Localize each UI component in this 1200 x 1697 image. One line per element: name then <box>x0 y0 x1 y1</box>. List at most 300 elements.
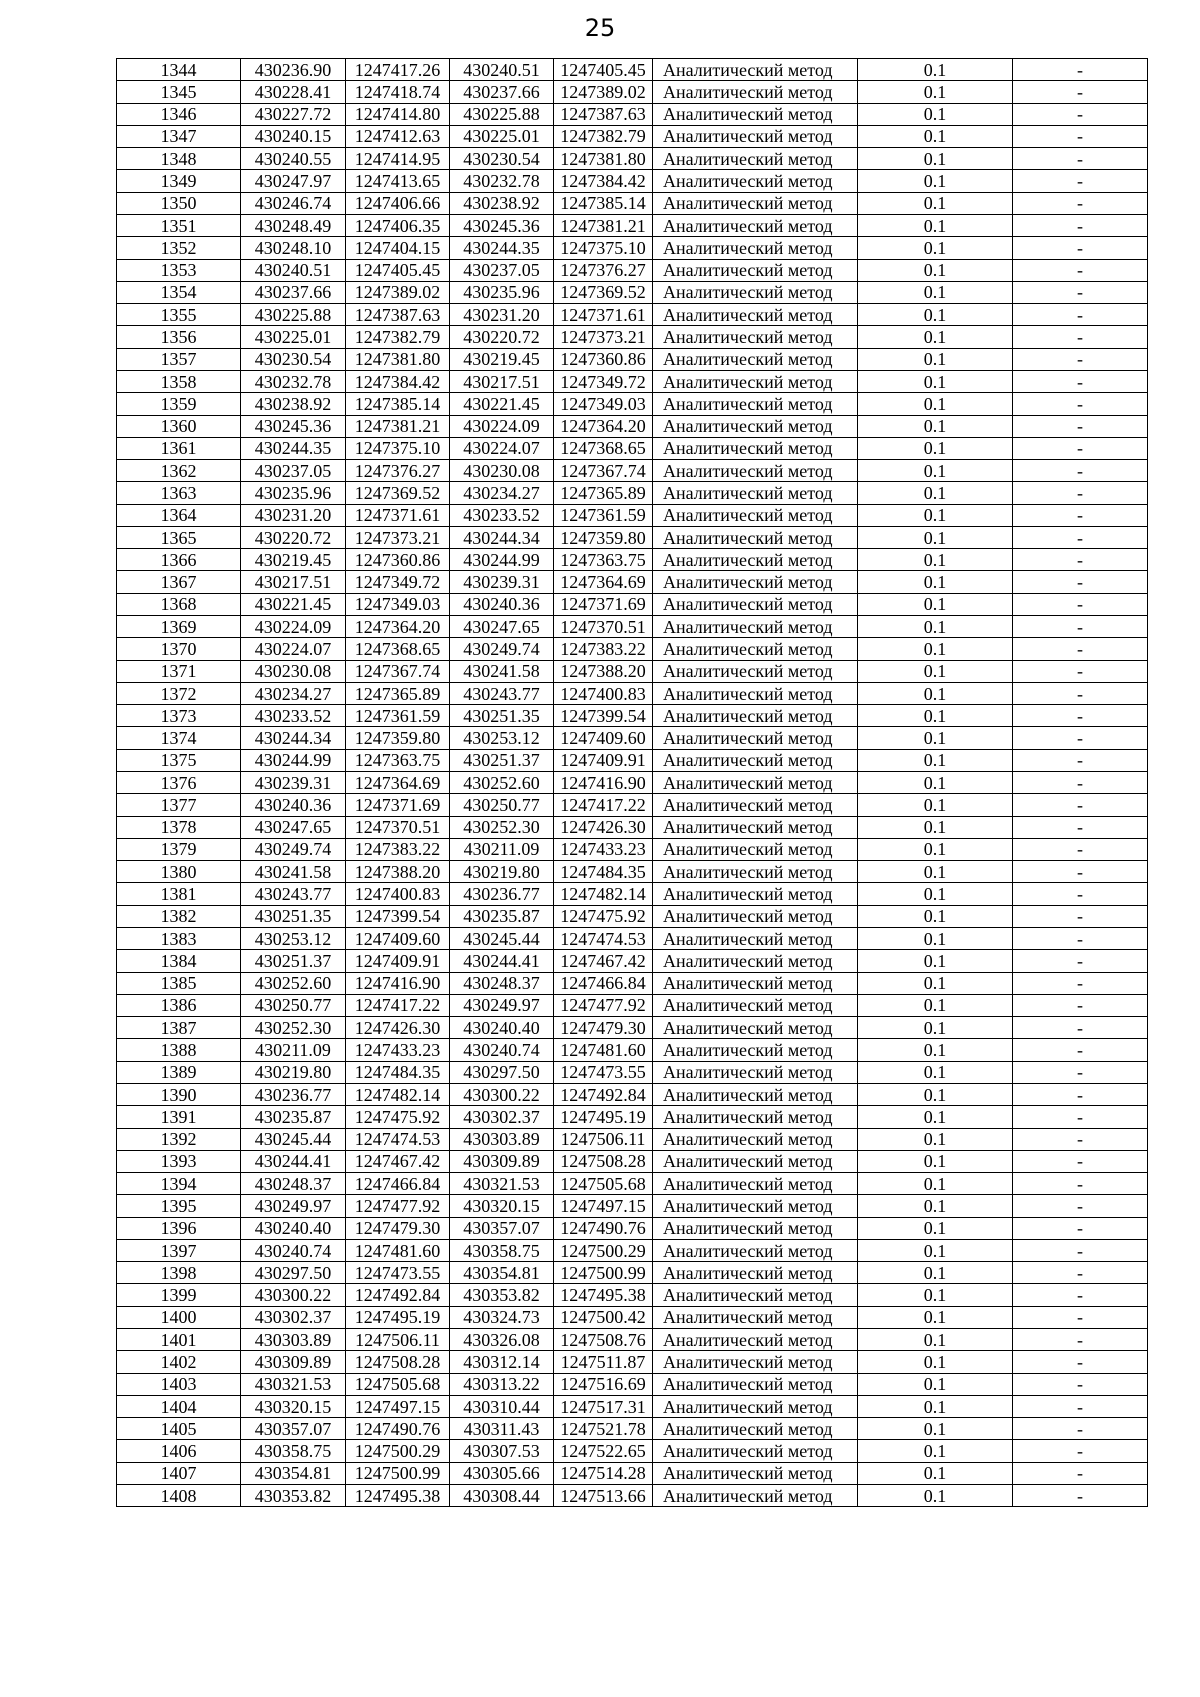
precision-cell: 0.1 <box>858 549 1013 571</box>
table-row <box>117 437 1148 459</box>
table-row <box>117 1195 1148 1217</box>
note-cell: - <box>1013 148 1148 170</box>
x-end-cell: 430237.66 <box>450 81 554 103</box>
point-number-cell: 1392 <box>117 1128 241 1150</box>
x-end-cell: 430312.14 <box>450 1351 554 1373</box>
precision-cell: 0.1 <box>858 1150 1013 1172</box>
x-end-cell: 430307.53 <box>450 1440 554 1462</box>
y-end-cell: 1247399.54 <box>554 705 653 727</box>
precision-cell: 0.1 <box>858 727 1013 749</box>
table-row <box>117 1239 1148 1261</box>
method-cell: Аналитический метод <box>653 504 858 526</box>
table-row <box>117 772 1148 794</box>
note-cell: - <box>1013 549 1148 571</box>
y-start-cell: 1247495.38 <box>346 1485 450 1507</box>
x-end-cell: 430244.35 <box>450 237 554 259</box>
x-end-cell: 430240.51 <box>450 59 554 81</box>
table-row <box>117 1485 1148 1507</box>
precision-cell: 0.1 <box>858 526 1013 548</box>
point-number-cell: 1347 <box>117 125 241 147</box>
method-cell: Аналитический метод <box>653 593 858 615</box>
page-number: 25 <box>584 14 616 42</box>
note-cell: - <box>1013 1195 1148 1217</box>
precision-cell: 0.1 <box>858 1128 1013 1150</box>
note-cell: - <box>1013 616 1148 638</box>
x-start-cell: 430240.74 <box>241 1239 346 1261</box>
x-end-cell: 430234.27 <box>450 482 554 504</box>
point-number-cell: 1393 <box>117 1150 241 1172</box>
y-start-cell: 1247388.20 <box>346 861 450 883</box>
table-row <box>117 1351 1148 1373</box>
note-cell: - <box>1013 348 1148 370</box>
point-number-cell: 1400 <box>117 1306 241 1328</box>
y-end-cell: 1247388.20 <box>554 660 653 682</box>
y-start-cell: 1247381.21 <box>346 415 450 437</box>
precision-cell: 0.1 <box>858 482 1013 504</box>
x-end-cell: 430241.58 <box>450 660 554 682</box>
table-row <box>117 1039 1148 1061</box>
table-row <box>117 616 1148 638</box>
y-end-cell: 1247495.38 <box>554 1284 653 1306</box>
method-cell: Аналитический метод <box>653 304 858 326</box>
table-row <box>117 705 1148 727</box>
table-row <box>117 549 1148 571</box>
y-start-cell: 1247349.03 <box>346 593 450 615</box>
note-cell: - <box>1013 1083 1148 1105</box>
method-cell: Аналитический метод <box>653 616 858 638</box>
x-end-cell: 430243.77 <box>450 682 554 704</box>
point-number-cell: 1362 <box>117 460 241 482</box>
note-cell: - <box>1013 370 1148 392</box>
y-end-cell: 1247481.60 <box>554 1039 653 1061</box>
x-start-cell: 430353.82 <box>241 1485 346 1507</box>
point-number-cell: 1365 <box>117 526 241 548</box>
y-end-cell: 1247500.42 <box>554 1306 653 1328</box>
method-cell: Аналитический метод <box>653 259 858 281</box>
x-start-cell: 430244.35 <box>241 437 346 459</box>
y-end-cell: 1247416.90 <box>554 772 653 794</box>
note-cell: - <box>1013 1061 1148 1083</box>
table-row <box>117 281 1148 303</box>
table-row <box>117 1217 1148 1239</box>
precision-cell: 0.1 <box>858 59 1013 81</box>
point-number-cell: 1405 <box>117 1418 241 1440</box>
note-cell: - <box>1013 994 1148 1016</box>
table-row <box>117 994 1148 1016</box>
x-start-cell: 430245.44 <box>241 1128 346 1150</box>
method-cell: Аналитический метод <box>653 1462 858 1484</box>
y-start-cell: 1247400.83 <box>346 883 450 905</box>
y-start-cell: 1247482.14 <box>346 1083 450 1105</box>
y-end-cell: 1247381.21 <box>554 214 653 236</box>
note-cell: - <box>1013 1306 1148 1328</box>
method-cell: Аналитический метод <box>653 794 858 816</box>
x-end-cell: 430251.35 <box>450 705 554 727</box>
y-end-cell: 1247508.76 <box>554 1329 653 1351</box>
table-row <box>117 838 1148 860</box>
y-end-cell: 1247513.66 <box>554 1485 653 1507</box>
x-end-cell: 430250.77 <box>450 794 554 816</box>
y-start-cell: 1247359.80 <box>346 727 450 749</box>
point-number-cell: 1367 <box>117 571 241 593</box>
table-row <box>117 259 1148 281</box>
x-start-cell: 430250.77 <box>241 994 346 1016</box>
y-end-cell: 1247405.45 <box>554 59 653 81</box>
x-start-cell: 430302.37 <box>241 1306 346 1328</box>
method-cell: Аналитический метод <box>653 1395 858 1417</box>
table-row <box>117 571 1148 593</box>
note-cell: - <box>1013 660 1148 682</box>
x-start-cell: 430233.52 <box>241 705 346 727</box>
x-start-cell: 430227.72 <box>241 103 346 125</box>
precision-cell: 0.1 <box>858 1440 1013 1462</box>
y-end-cell: 1247473.55 <box>554 1061 653 1083</box>
x-end-cell: 430303.89 <box>450 1128 554 1150</box>
method-cell: Аналитический метод <box>653 214 858 236</box>
x-start-cell: 430237.66 <box>241 281 346 303</box>
note-cell: - <box>1013 81 1148 103</box>
x-end-cell: 430300.22 <box>450 1083 554 1105</box>
x-start-cell: 430248.10 <box>241 237 346 259</box>
precision-cell: 0.1 <box>858 861 1013 883</box>
point-number-cell: 1399 <box>117 1284 241 1306</box>
x-end-cell: 430302.37 <box>450 1106 554 1128</box>
y-start-cell: 1247371.69 <box>346 794 450 816</box>
table-row <box>117 950 1148 972</box>
y-start-cell: 1247490.76 <box>346 1418 450 1440</box>
y-start-cell: 1247497.15 <box>346 1395 450 1417</box>
note-cell: - <box>1013 571 1148 593</box>
x-end-cell: 430240.36 <box>450 593 554 615</box>
x-end-cell: 430309.89 <box>450 1150 554 1172</box>
method-cell: Аналитический метод <box>653 972 858 994</box>
method-cell: Аналитический метод <box>653 1106 858 1128</box>
table-row <box>117 393 1148 415</box>
y-start-cell: 1247368.65 <box>346 638 450 660</box>
note-cell: - <box>1013 1262 1148 1284</box>
table-row <box>117 1106 1148 1128</box>
note-cell: - <box>1013 504 1148 526</box>
note-cell: - <box>1013 838 1148 860</box>
table-row <box>117 482 1148 504</box>
table-row <box>117 103 1148 125</box>
x-end-cell: 430245.36 <box>450 214 554 236</box>
y-end-cell: 1247466.84 <box>554 972 653 994</box>
x-end-cell: 430235.96 <box>450 281 554 303</box>
note-cell: - <box>1013 1395 1148 1417</box>
x-end-cell: 430219.80 <box>450 861 554 883</box>
precision-cell: 0.1 <box>858 660 1013 682</box>
x-start-cell: 430228.41 <box>241 81 346 103</box>
x-start-cell: 430247.97 <box>241 170 346 192</box>
y-end-cell: 1247508.28 <box>554 1150 653 1172</box>
method-cell: Аналитический метод <box>653 816 858 838</box>
precision-cell: 0.1 <box>858 1083 1013 1105</box>
point-number-cell: 1401 <box>117 1329 241 1351</box>
x-start-cell: 430251.37 <box>241 950 346 972</box>
x-end-cell: 430308.44 <box>450 1485 554 1507</box>
x-end-cell: 430217.51 <box>450 370 554 392</box>
point-number-cell: 1352 <box>117 237 241 259</box>
note-cell: - <box>1013 772 1148 794</box>
table-row <box>117 148 1148 170</box>
y-start-cell: 1247508.28 <box>346 1351 450 1373</box>
y-end-cell: 1247364.69 <box>554 571 653 593</box>
x-start-cell: 430239.31 <box>241 772 346 794</box>
note-cell: - <box>1013 304 1148 326</box>
x-end-cell: 430224.09 <box>450 415 554 437</box>
note-cell: - <box>1013 1150 1148 1172</box>
point-number-cell: 1380 <box>117 861 241 883</box>
point-number-cell: 1396 <box>117 1217 241 1239</box>
precision-cell: 0.1 <box>858 816 1013 838</box>
y-start-cell: 1247385.14 <box>346 393 450 415</box>
precision-cell: 0.1 <box>858 772 1013 794</box>
x-end-cell: 430236.77 <box>450 883 554 905</box>
y-start-cell: 1247365.89 <box>346 682 450 704</box>
point-number-cell: 1398 <box>117 1262 241 1284</box>
table-row <box>117 59 1148 81</box>
method-cell: Аналитический метод <box>653 1150 858 1172</box>
y-end-cell: 1247385.14 <box>554 192 653 214</box>
precision-cell: 0.1 <box>858 1239 1013 1261</box>
point-number-cell: 1355 <box>117 304 241 326</box>
note-cell: - <box>1013 816 1148 838</box>
precision-cell: 0.1 <box>858 1039 1013 1061</box>
point-number-cell: 1345 <box>117 81 241 103</box>
y-start-cell: 1247381.80 <box>346 348 450 370</box>
table-row <box>117 415 1148 437</box>
table-row <box>117 727 1148 749</box>
x-end-cell: 430239.31 <box>450 571 554 593</box>
point-number-cell: 1373 <box>117 705 241 727</box>
x-start-cell: 430354.81 <box>241 1462 346 1484</box>
y-end-cell: 1247364.20 <box>554 415 653 437</box>
x-start-cell: 430236.90 <box>241 59 346 81</box>
note-cell: - <box>1013 192 1148 214</box>
point-number-cell: 1390 <box>117 1083 241 1105</box>
y-end-cell: 1247363.75 <box>554 549 653 571</box>
method-cell: Аналитический метод <box>653 950 858 972</box>
method-cell: Аналитический метод <box>653 838 858 860</box>
y-start-cell: 1247433.23 <box>346 1039 450 1061</box>
note-cell: - <box>1013 103 1148 125</box>
x-start-cell: 430236.77 <box>241 1083 346 1105</box>
method-cell: Аналитический метод <box>653 749 858 771</box>
table-row <box>117 1284 1148 1306</box>
note-cell: - <box>1013 861 1148 883</box>
y-end-cell: 1247384.42 <box>554 170 653 192</box>
precision-cell: 0.1 <box>858 1262 1013 1284</box>
y-end-cell: 1247522.65 <box>554 1440 653 1462</box>
table-row <box>117 170 1148 192</box>
y-start-cell: 1247389.02 <box>346 281 450 303</box>
y-start-cell: 1247417.22 <box>346 994 450 1016</box>
y-end-cell: 1247506.11 <box>554 1128 653 1150</box>
x-start-cell: 430240.51 <box>241 259 346 281</box>
point-number-cell: 1406 <box>117 1440 241 1462</box>
y-end-cell: 1247375.10 <box>554 237 653 259</box>
point-number-cell: 1383 <box>117 927 241 949</box>
y-end-cell: 1247479.30 <box>554 1017 653 1039</box>
x-start-cell: 430303.89 <box>241 1329 346 1351</box>
method-cell: Аналитический метод <box>653 526 858 548</box>
table-row <box>117 1329 1148 1351</box>
y-end-cell: 1247383.22 <box>554 638 653 660</box>
x-start-cell: 430248.49 <box>241 214 346 236</box>
method-cell: Аналитический метод <box>653 1083 858 1105</box>
table-row <box>117 861 1148 883</box>
table-row <box>117 1395 1148 1417</box>
y-start-cell: 1247364.20 <box>346 616 450 638</box>
x-end-cell: 430313.22 <box>450 1373 554 1395</box>
note-cell: - <box>1013 794 1148 816</box>
point-number-cell: 1381 <box>117 883 241 905</box>
table-row <box>117 1306 1148 1328</box>
note-cell: - <box>1013 1462 1148 1484</box>
y-start-cell: 1247505.68 <box>346 1373 450 1395</box>
x-start-cell: 430211.09 <box>241 1039 346 1061</box>
table-row <box>117 1262 1148 1284</box>
table-row <box>117 460 1148 482</box>
x-start-cell: 430240.36 <box>241 794 346 816</box>
x-start-cell: 430309.89 <box>241 1351 346 1373</box>
point-number-cell: 1344 <box>117 59 241 81</box>
note-cell: - <box>1013 526 1148 548</box>
x-end-cell: 430233.52 <box>450 504 554 526</box>
y-start-cell: 1247475.92 <box>346 1106 450 1128</box>
point-number-cell: 1378 <box>117 816 241 838</box>
method-cell: Аналитический метод <box>653 148 858 170</box>
precision-cell: 0.1 <box>858 1485 1013 1507</box>
precision-cell: 0.1 <box>858 81 1013 103</box>
precision-cell: 0.1 <box>858 638 1013 660</box>
y-start-cell: 1247500.99 <box>346 1462 450 1484</box>
method-cell: Аналитический метод <box>653 638 858 660</box>
note-cell: - <box>1013 883 1148 905</box>
x-end-cell: 430235.87 <box>450 905 554 927</box>
x-start-cell: 430232.78 <box>241 370 346 392</box>
x-start-cell: 430219.80 <box>241 1061 346 1083</box>
table-row <box>117 682 1148 704</box>
method-cell: Аналитический метод <box>653 861 858 883</box>
y-start-cell: 1247467.42 <box>346 1150 450 1172</box>
method-cell: Аналитический метод <box>653 772 858 794</box>
note-cell: - <box>1013 1128 1148 1150</box>
point-number-cell: 1368 <box>117 593 241 615</box>
precision-cell: 0.1 <box>858 972 1013 994</box>
x-end-cell: 430244.34 <box>450 526 554 548</box>
precision-cell: 0.1 <box>858 794 1013 816</box>
precision-cell: 0.1 <box>858 214 1013 236</box>
table-row <box>117 81 1148 103</box>
table-row <box>117 214 1148 236</box>
method-cell: Аналитический метод <box>653 1262 858 1284</box>
precision-cell: 0.1 <box>858 950 1013 972</box>
point-number-cell: 1377 <box>117 794 241 816</box>
table-row <box>117 816 1148 838</box>
y-start-cell: 1247412.63 <box>346 125 450 147</box>
y-end-cell: 1247500.99 <box>554 1262 653 1284</box>
x-end-cell: 430253.12 <box>450 727 554 749</box>
note-cell: - <box>1013 1173 1148 1195</box>
x-end-cell: 430305.66 <box>450 1462 554 1484</box>
table-row <box>117 526 1148 548</box>
x-end-cell: 430244.99 <box>450 549 554 571</box>
x-end-cell: 430225.88 <box>450 103 554 125</box>
precision-cell: 0.1 <box>858 504 1013 526</box>
y-start-cell: 1247506.11 <box>346 1329 450 1351</box>
x-start-cell: 430230.08 <box>241 660 346 682</box>
method-cell: Аналитический метод <box>653 393 858 415</box>
method-cell: Аналитический метод <box>653 1284 858 1306</box>
x-start-cell: 430217.51 <box>241 571 346 593</box>
x-end-cell: 430211.09 <box>450 838 554 860</box>
x-end-cell: 430249.74 <box>450 638 554 660</box>
table-row <box>117 749 1148 771</box>
x-end-cell: 430240.40 <box>450 1017 554 1039</box>
y-start-cell: 1247405.45 <box>346 259 450 281</box>
y-start-cell: 1247373.21 <box>346 526 450 548</box>
note-cell: - <box>1013 1440 1148 1462</box>
method-cell: Аналитический метод <box>653 727 858 749</box>
method-cell: Аналитический метод <box>653 415 858 437</box>
point-number-cell: 1351 <box>117 214 241 236</box>
method-cell: Аналитический метод <box>653 1329 858 1351</box>
x-start-cell: 430235.87 <box>241 1106 346 1128</box>
x-end-cell: 430224.07 <box>450 437 554 459</box>
precision-cell: 0.1 <box>858 749 1013 771</box>
y-start-cell: 1247371.61 <box>346 504 450 526</box>
y-start-cell: 1247375.10 <box>346 437 450 459</box>
x-end-cell: 430320.15 <box>450 1195 554 1217</box>
method-cell: Аналитический метод <box>653 81 858 103</box>
table-row <box>117 972 1148 994</box>
y-end-cell: 1247389.02 <box>554 81 653 103</box>
y-end-cell: 1247521.78 <box>554 1418 653 1440</box>
table-row <box>117 1462 1148 1484</box>
y-end-cell: 1247497.15 <box>554 1195 653 1217</box>
y-start-cell: 1247399.54 <box>346 905 450 927</box>
method-cell: Аналитический метод <box>653 1173 858 1195</box>
method-cell: Аналитический метод <box>653 1061 858 1083</box>
y-end-cell: 1247409.91 <box>554 749 653 771</box>
note-cell: - <box>1013 682 1148 704</box>
y-end-cell: 1247376.27 <box>554 259 653 281</box>
precision-cell: 0.1 <box>858 460 1013 482</box>
table-row <box>117 1418 1148 1440</box>
y-end-cell: 1247360.86 <box>554 348 653 370</box>
precision-cell: 0.1 <box>858 103 1013 125</box>
method-cell: Аналитический метод <box>653 281 858 303</box>
point-number-cell: 1375 <box>117 749 241 771</box>
point-number-cell: 1394 <box>117 1173 241 1195</box>
table-row <box>117 326 1148 348</box>
precision-cell: 0.1 <box>858 237 1013 259</box>
method-cell: Аналитический метод <box>653 348 858 370</box>
table-body <box>117 59 1148 1507</box>
x-start-cell: 430252.60 <box>241 972 346 994</box>
precision-cell: 0.1 <box>858 616 1013 638</box>
x-end-cell: 430248.37 <box>450 972 554 994</box>
y-end-cell: 1247516.69 <box>554 1373 653 1395</box>
precision-cell: 0.1 <box>858 1373 1013 1395</box>
x-start-cell: 430244.34 <box>241 727 346 749</box>
x-start-cell: 430221.45 <box>241 593 346 615</box>
x-end-cell: 430252.30 <box>450 816 554 838</box>
method-cell: Аналитический метод <box>653 482 858 504</box>
y-end-cell: 1247417.22 <box>554 794 653 816</box>
